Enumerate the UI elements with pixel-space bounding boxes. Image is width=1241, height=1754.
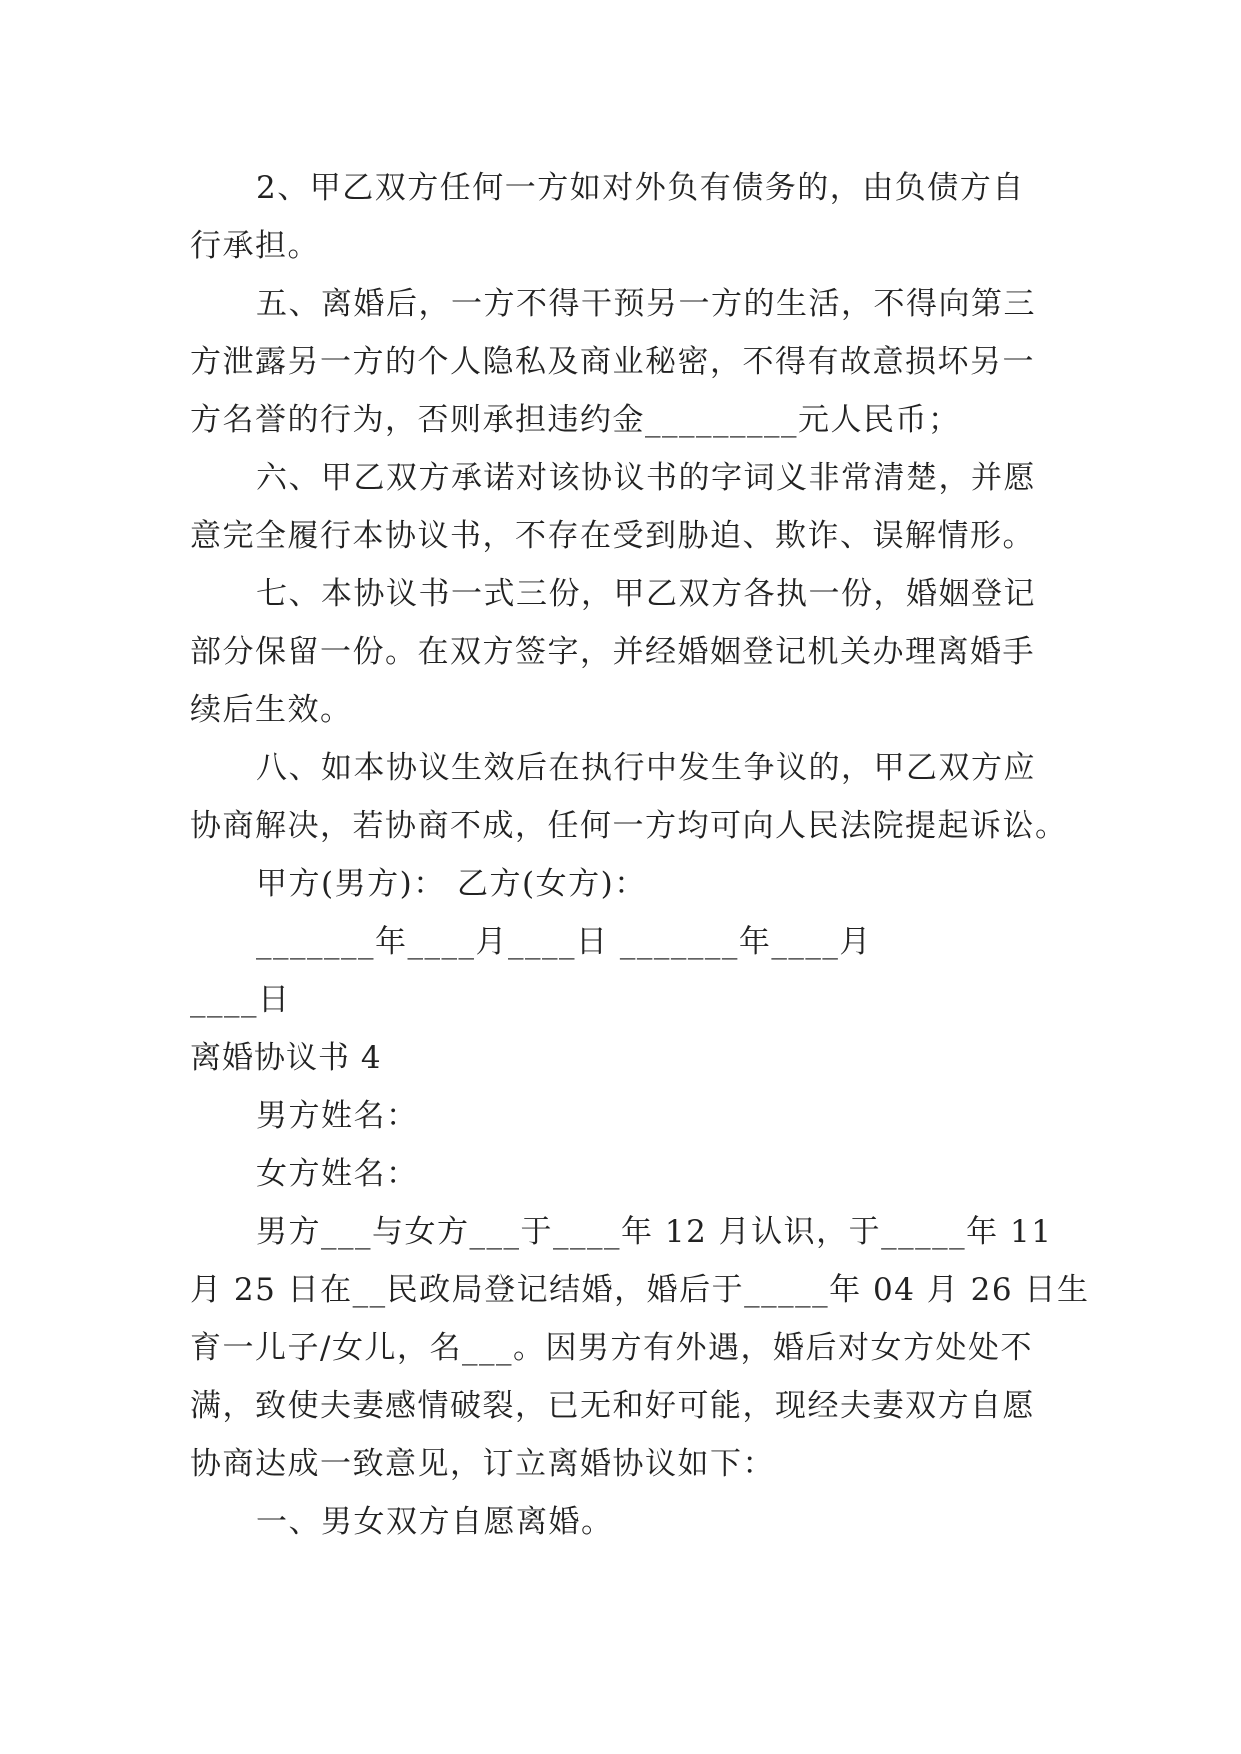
paragraph-line: 部分保留一份。在双方签字，并经婚姻登记机关办理离婚手 xyxy=(190,634,1035,670)
date-blanks-continued: ____日 xyxy=(190,982,291,1018)
paragraph-line: 续后生效。 xyxy=(190,692,353,728)
paragraph-line: 2、甲乙双方任何一方如对外负有债务的，由负债方自 xyxy=(256,170,1025,206)
paragraph-line: 七、本协议书一式三份，甲乙双方各执一份，婚姻登记 xyxy=(256,576,1036,612)
male-name-field: 男方姓名： xyxy=(256,1098,419,1134)
paragraph-line: 方名誉的行为，否则承担违约金_________元人民币； xyxy=(190,402,961,438)
paragraph-line: 六、甲乙双方承诺对该协议书的字词义非常清楚，并愿 xyxy=(256,460,1036,496)
paragraph-line: 月 25 日在__民政局登记结婚，婚后于_____年 04 月 26 日生 xyxy=(190,1272,1090,1308)
paragraph-line: 男方___与女方___于____年 12 月认识，于_____年 11 xyxy=(256,1214,1053,1250)
paragraph-line: 方泄露另一方的个人隐私及商业秘密，不得有故意损坏另一 xyxy=(190,344,1035,380)
paragraph-line: 协商达成一致意见，订立离婚协议如下： xyxy=(190,1446,775,1482)
paragraph-line: 育一儿子/女儿，名___。因男方有外遇，婚后对女方处处不 xyxy=(190,1330,1033,1366)
female-name-field: 女方姓名： xyxy=(256,1156,419,1192)
signature-labels: 甲方(男方)： 乙方(女方)： xyxy=(256,866,647,902)
paragraph-line: 满，致使夫妻感情破裂，已无和好可能，现经夫妻双方自愿 xyxy=(190,1388,1035,1424)
paragraph-line: 一、男女双方自愿离婚。 xyxy=(256,1504,614,1540)
paragraph-line: 协商解决，若协商不成，任何一方均可向人民法院提起诉讼。 xyxy=(190,808,1068,844)
paragraph-line: 行承担。 xyxy=(190,228,320,264)
date-blanks: _______年____月____日 _______年____月 xyxy=(256,924,872,960)
section-heading: 离婚协议书 4 xyxy=(190,1040,382,1076)
paragraph-line: 五、离婚后，一方不得干预另一方的生活，不得向第三 xyxy=(256,286,1036,322)
paragraph-line: 八、如本协议生效后在执行中发生争议的，甲乙双方应 xyxy=(256,750,1036,786)
paragraph-line: 意完全履行本协议书，不存在受到胁迫、欺诈、误解情形。 xyxy=(190,518,1035,554)
